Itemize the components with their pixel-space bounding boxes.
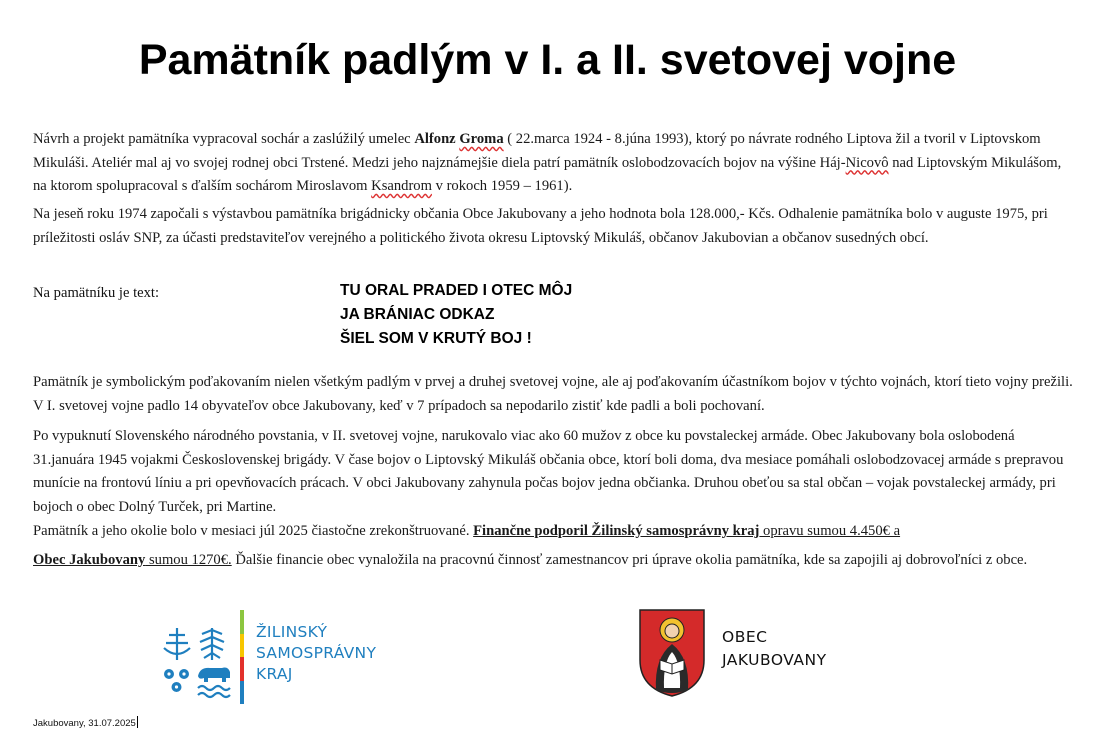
place-name: Nicovô bbox=[845, 154, 889, 171]
inscription-line: TU ORAL PRADED I OTEC MÔJ bbox=[340, 282, 573, 299]
paragraph-ww2: Po vypuknutí Slovenského národného povstania, v II. svetovej vojne, narukovalo viac ako 60 mužov z obce ku povstaleckej armáde. Obec Jakubovany bola oslobodená 31.januára 1945 vojakmi Československej brigády. V čase bojov o Liptovský Mikuláš občania obce, ktorí boli doma, dva mesiace pomáhali oslobodzovacej armáde s prepravou munície na frontovú líniu a pri opevňovacích prácach. V obci Jakubovany zahynula počas bojov jedna občianka. Druhou obeťou sa stal občan – vojak povstaleckej armády, pri bojoch o obec Dolný Turček, pri Martine. bbox=[33, 428, 1064, 515]
text-run: sumou 1270€. bbox=[145, 552, 232, 568]
text-run: v rokoch 1959 – 1961). bbox=[431, 178, 573, 194]
text-run: nad Liptovským Mikulášom, na ktorom spolupracoval s ďalším sochárom Miroslavom bbox=[33, 154, 1062, 194]
zsk-logo-text bbox=[256, 622, 376, 685]
jakubovany-coat-of-arms-icon bbox=[638, 608, 706, 698]
text-run: Pamätník a jeho okolie bolo v mesiaci júl 2025 čiastočne zrekonštruované. bbox=[33, 523, 474, 539]
jakubovany-logo-line: JAKUBOVANY bbox=[722, 651, 827, 669]
zsk-logo bbox=[160, 610, 380, 706]
color-segment bbox=[240, 681, 244, 705]
date-text: Jakubovany, 31.07.2025 bbox=[33, 718, 136, 729]
text-run: opravu sumou 4.450€ a bbox=[759, 523, 901, 539]
zsk-coat-of-arms-icon bbox=[160, 620, 234, 700]
zsk-logo-line: SAMOSPRÁVNY bbox=[256, 644, 377, 662]
footer-date bbox=[33, 716, 138, 729]
inscription-text bbox=[340, 279, 572, 351]
text-cursor bbox=[137, 716, 138, 728]
zsk-color-bar bbox=[240, 610, 244, 704]
paragraph-ww1: Pamätník je symbolickým poďakovaním nielen všetkým padlým v prvej a druhej svetovej vojne, ale aj poďakovaním účastníkom bojov v týchto vojnách, ktorí tieto vojny prežili. V I. svetovej vojne padlo 14 obyvateľov obce Jakubovany, keď v 7 prípadoch sa nepodarilo zistiť kde padli a boli pochovaní. bbox=[33, 374, 1073, 414]
inscription-line: JA BRÁNIAC ODKAZ bbox=[340, 306, 495, 323]
sculptor-name: Ksandrom bbox=[371, 178, 432, 194]
paragraph-reconstruction bbox=[33, 520, 1078, 544]
color-segment bbox=[240, 610, 244, 634]
paragraph-construction: Na jeseň roku 1974 započali s výstavbou pamätníka brigádnicky občania Obce Jakubovany a jeho hodnota bola 128.000,- Kčs. Odhalenie pamätníka bolo v auguste 1975, pri príležitosti osláv SNP, za účasti predstaviteľov verejného a politického života okresu Liptovský Mikuláš, občanov Jakubovian a občanov susedných obcí. bbox=[33, 206, 1048, 246]
text-run: Návrh a projekt pamätníka vypracoval sochár a zaslúžilý umelec bbox=[33, 131, 415, 147]
paragraph-author bbox=[33, 128, 1078, 199]
inscription-label: Na pamätníku je text: bbox=[33, 285, 160, 301]
author-last-name: Groma bbox=[459, 131, 504, 147]
color-segment bbox=[240, 634, 244, 658]
inscription-line: ŠIEL SOM V KRUTÝ BOJ ! bbox=[340, 330, 532, 347]
jakubovany-logo-text bbox=[722, 626, 827, 672]
text-run: Ďalšie financie obec vynaložila na pracovnú činnosť zamestnancov pri úprave okolia pamätníka, kde sa zapojili aj dobrovoľníci z obce. bbox=[231, 552, 1028, 568]
zsk-logo-line: KRAJ bbox=[256, 665, 293, 683]
jakubovany-logo bbox=[638, 608, 868, 700]
jakubovany-logo-line: OBEC bbox=[722, 628, 768, 646]
sponsor-obec: Obec Jakubovany bbox=[33, 552, 146, 568]
color-segment bbox=[240, 657, 244, 681]
page-title: Pamätník padlým v I. a II. svetovej vojne bbox=[138, 36, 957, 84]
paragraph-funding bbox=[33, 549, 1078, 573]
zsk-logo-line: ŽILINSKÝ bbox=[256, 623, 328, 641]
author-first-name: Alfonz bbox=[414, 131, 460, 147]
text-run: ( 22.marca 1924 - 8.júna 1993), ktorý po návrate rodného Liptova žil a tvoril v Liptovskom Mikuláši. Ateliér mal aj vo svojej rodnej obci Trstené. Medzi jeho najznámejšie diela patrí pamätník oslobodzovacích bojov na výšine Háj- bbox=[33, 131, 1041, 171]
sponsor-zsk: Finančne podporil Žilinský samosprávny kraj bbox=[473, 523, 760, 539]
